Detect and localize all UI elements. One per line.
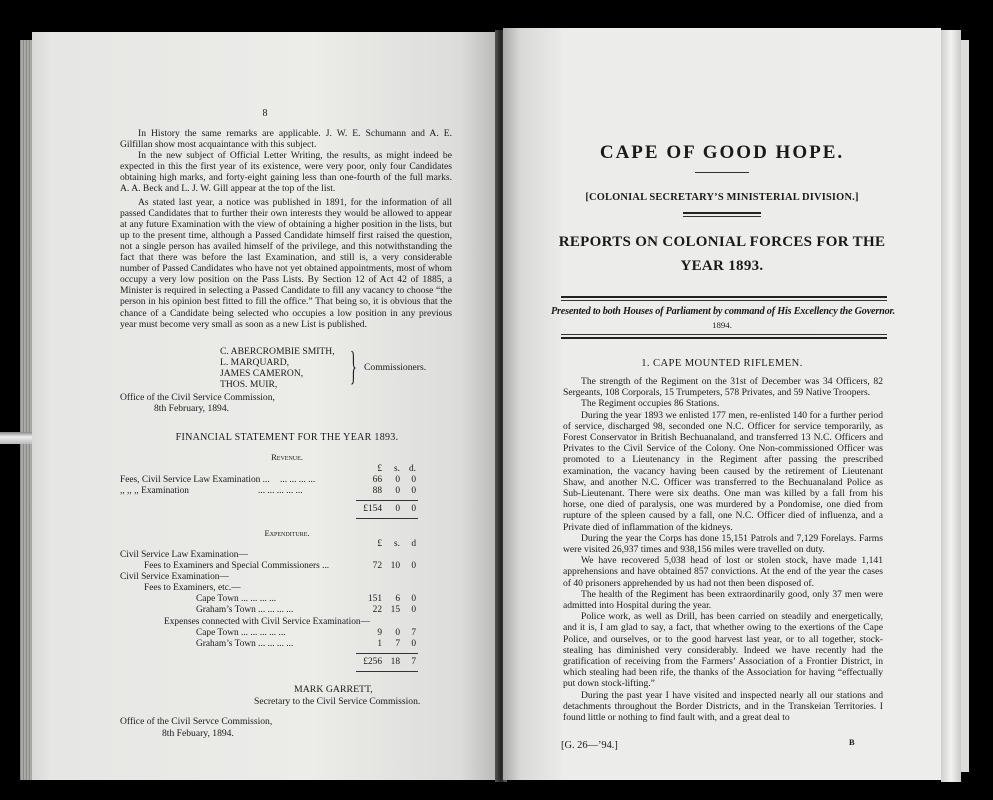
amount-pounds: 9: [377, 628, 382, 638]
expenditure-line: Graham’s Town ... ... ... ...: [196, 605, 294, 615]
left-body-text: [120, 128, 452, 330]
signatory-title: Secretary to the Civil Service Commission.: [254, 696, 421, 707]
expenditure-line: Civil Service Law Examination—: [120, 550, 248, 560]
publication-year: 1894.: [712, 320, 732, 330]
header-shillings: s.: [394, 539, 400, 549]
header-pounds: £: [377, 539, 382, 549]
presented-line: Presented to both Houses of Parliament by command of His Excellency the Governor.: [550, 306, 896, 317]
commissioner-name: THOS. MUIR,: [220, 379, 278, 390]
revenue-row-label: ,, ,, ,, Examination: [120, 486, 189, 496]
financial-statement-title: FINANCIAL STATEMENT FOR THE YEAR 1893.: [175, 432, 399, 443]
paragraph-patrols: During the year the Corps has done 15,151 Patrols and 7,129 Forelays. Farms were visited 26,937 times and 938,156 miles were travelled on duty.: [563, 532, 883, 556]
thin-rule: [561, 300, 887, 301]
total-pence: 0: [411, 504, 416, 514]
commissioners-list: [220, 346, 335, 390]
paragraph-police-work: Police work, as well as Drill, has been carried on steadily and energetically, and it is, I am glad to say, a fact, that whether owing to the exertions of the Cape Police, and ourselves, or to the good harvest last year, or to all together, stock-stealing has diminished very considerably. Indeed we have recently had the gratification of receiving from the Farmers’ Association of a Frontier District, in which stealing had been rife, the thanks of the Association for having “effectually put down stock-lifting.”: [563, 611, 883, 690]
paragraph-recovered-stock: We have recovered 5,038 head of lost or stolen stock, have made 1,141 apprehensions and have obtained 857 convictions. At the end of the year the cases of 40 prisoners apprehended by us had not then been disposed of.: [563, 555, 883, 589]
total-rule: [356, 671, 418, 672]
paragraph-stations: The Regiment occupies 86 Stations.: [581, 398, 720, 410]
paragraph-passed-candidates: As stated last year, a notice was published in 1891, for the information of all passed Candidates that to further their own interests they would be allowed to appear at any future Examination with the view of obtaining a higher position in the lists, but up to the present time, although a Passed Candidate himself first raised the question, not a single person has availed himself of the privilege, and this notwithstanding the fact that there was before the last Examination, and still is, a very considerable number of Passed Candidates who have not yet obtained appointments, most of whom occupy a very low position on the Pass Lists. By Section 12 of Act 42 of 1885, a Minister is required in selecting a Passed Candidate to fill any vacancy to choose “the person in his opinion best fitted to fill the office.” That being so, it is obvious that the chance of a Candidate being selected who occupies a low position in any previous year must become very small as soon as a new List is published.: [120, 196, 452, 330]
amount-pence: 0: [411, 605, 416, 615]
amount-pence: 0: [411, 486, 416, 496]
page-number: 8: [262, 108, 268, 119]
total-shillings: 0: [395, 504, 400, 514]
paragraph-health: The health of the Regiment has been extraordinarily good, only 37 men were admitted into Hospital during the year.: [563, 588, 883, 612]
header-pounds: £: [377, 464, 382, 474]
amount-pounds: 22: [372, 605, 382, 615]
thick-rule: [561, 296, 887, 298]
total-rule: [356, 500, 418, 501]
office-date: 8th February, 1894.: [154, 403, 230, 414]
amount-shillings: 7: [395, 639, 400, 649]
amount-shillings: 0: [395, 475, 400, 485]
amount-pence: 0: [411, 561, 416, 571]
expenditure-line: Cape Town ... ... ... ...: [196, 594, 277, 604]
leader-dots: ... ... ... ... ...: [258, 486, 303, 496]
expenditure-line: Fees to Examiners, etc.—: [144, 583, 241, 593]
commissioner-name: L. MARQUARD,: [220, 357, 290, 368]
amount-pounds: 88: [372, 486, 382, 496]
commissioners-label: Commissioners.: [364, 362, 427, 373]
amount-pence: 0: [411, 475, 416, 485]
amount-shillings: 10: [390, 561, 400, 571]
left-page: [32, 32, 498, 780]
right-page: [503, 28, 941, 780]
book-page-edges-right: [941, 30, 961, 782]
amount-shillings: 0: [395, 628, 400, 638]
amount-pounds: 151: [367, 594, 382, 604]
header-pence: d: [411, 539, 416, 549]
amount-pence: 7: [411, 628, 416, 638]
commissioner-name: C. ABERCROMBIE SMITH,: [220, 346, 335, 357]
paragraph-enlistment: During the year 1893 we enlisted 177 men, re-enlisted 140 for a further period of service, discharged 98, seconded one N.C. Officer for service temporarily, as Forest Conservator in British Bechuanaland, and transferred 13 N.C. Officers and Privates to the Civil Service of the Colony. One Non-commissioned Officer was promoted to a Lieutenancy in the Regiment after passing the prescribed examination, the vacancy having been caused by the retirement of Lieutenant Shaw, and another N.C. Officer was transferred to the Bechuanaland Police as Sub-Lieutenant. There were six deaths. One man was killed by a fall from his horse, one died of paralysis, one was murdered by a Pondomise, one died from rupture of the spleen caused by a fall, one N.C. Officer died of influenza, and a Private died of inflammation of the kidneys.: [563, 409, 883, 533]
paragraph-history: In History the same remarks are applicable. J. W. E. Schumann and A. E. Gilfillan show most acquaintance with this subject.: [120, 128, 452, 151]
amount-pence: 0: [411, 594, 416, 604]
report-title-line-1: REPORTS ON COLONIAL FORCES FOR THE: [558, 234, 886, 250]
expenditure-heading: Expenditure.: [264, 528, 310, 538]
commissioner-name: JAMES CAMERON,: [220, 368, 304, 379]
total-pounds: £154: [363, 504, 382, 514]
brace-symbol: }: [350, 343, 357, 388]
paragraph-strength: The strength of the Regiment on the 31st of December was 34 Officers, 82 Sergeants, 108 Corporals, 15 Trumpeters, 578 Privates, and 59 Native Troopers.: [563, 376, 883, 399]
double-rule: [683, 212, 761, 214]
total-rule: [356, 653, 418, 654]
section-heading: 1. CAPE MOUNTED RIFLEMEN.: [641, 358, 803, 369]
amount-pounds: 66: [372, 475, 382, 485]
expenditure-line: Civil Service Examination—: [120, 572, 229, 582]
report-title-line-2: YEAR 1893.: [680, 258, 764, 274]
total-pounds: £256: [363, 657, 382, 667]
colony-title: CAPE OF GOOD HOPE.: [599, 142, 845, 163]
expenditure-line: Cape Town ... ... ... ... ...: [196, 628, 286, 638]
total-shillings: 18: [390, 657, 400, 667]
amount-shillings: 0: [395, 486, 400, 496]
short-rule: [695, 172, 749, 173]
thick-rule: [561, 337, 887, 339]
amount-shillings: 6: [395, 594, 400, 604]
amount-shillings: 15: [390, 605, 400, 615]
expenditure-line: Expenses connected with Civil Service Examination—: [164, 617, 370, 627]
expenditure-line: Fees to Examiners and Special Commissioners ...: [144, 561, 330, 571]
division-heading: [COLONIAL SECRETARY’S MINISTERIAL DIVISION.]: [585, 192, 859, 203]
leader-dots: ... ... ... ...: [280, 475, 316, 485]
header-shillings: s.: [394, 464, 400, 474]
amount-pounds: 72: [372, 561, 382, 571]
right-body-text: [563, 376, 883, 723]
office-line: Office of the Civil Service Commission,: [120, 392, 275, 403]
expenditure-line: Graham’s Town ... ... ... ...: [196, 639, 294, 649]
thin-rule: [561, 334, 887, 335]
book-cover-edge: [961, 40, 969, 772]
amount-pounds: 1: [377, 639, 382, 649]
office-line: Office of the Civil Servce Commission,: [120, 716, 273, 727]
revenue-row-label: Fees, Civil Service Law Examination ...: [120, 475, 270, 485]
amount-pence: 0: [411, 639, 416, 649]
footer-code: [G. 26—’94.]: [561, 740, 618, 751]
paragraph-letter-writing: In the new subject of Official Letter Writing, the results, as might indeed be expected in this the first year of its existence, were very poor, only four Candidates obtaining high marks, and forty-eight gaining less than one-fourth of the full marks. A. A. Beck and L. J. W. Gill appear at the top of the list.: [120, 150, 452, 195]
header-pence: d.: [408, 464, 416, 474]
total-pence: 7: [411, 657, 416, 667]
signature-mark: B: [849, 738, 855, 747]
revenue-heading: Revenue.: [271, 452, 303, 462]
total-rule: [356, 518, 418, 519]
office-date: 8th Febuary, 1894.: [162, 728, 234, 739]
signatory-name: MARK GARRETT,: [294, 684, 373, 695]
paragraph-inspection: During the past year I have visited and inspected nearly all our stations and detachments throughout the Border Districts, and in the Transkeian Territories. I found little or nothing to find fault with, and a great deal to: [563, 689, 883, 724]
double-rule: [683, 216, 761, 217]
